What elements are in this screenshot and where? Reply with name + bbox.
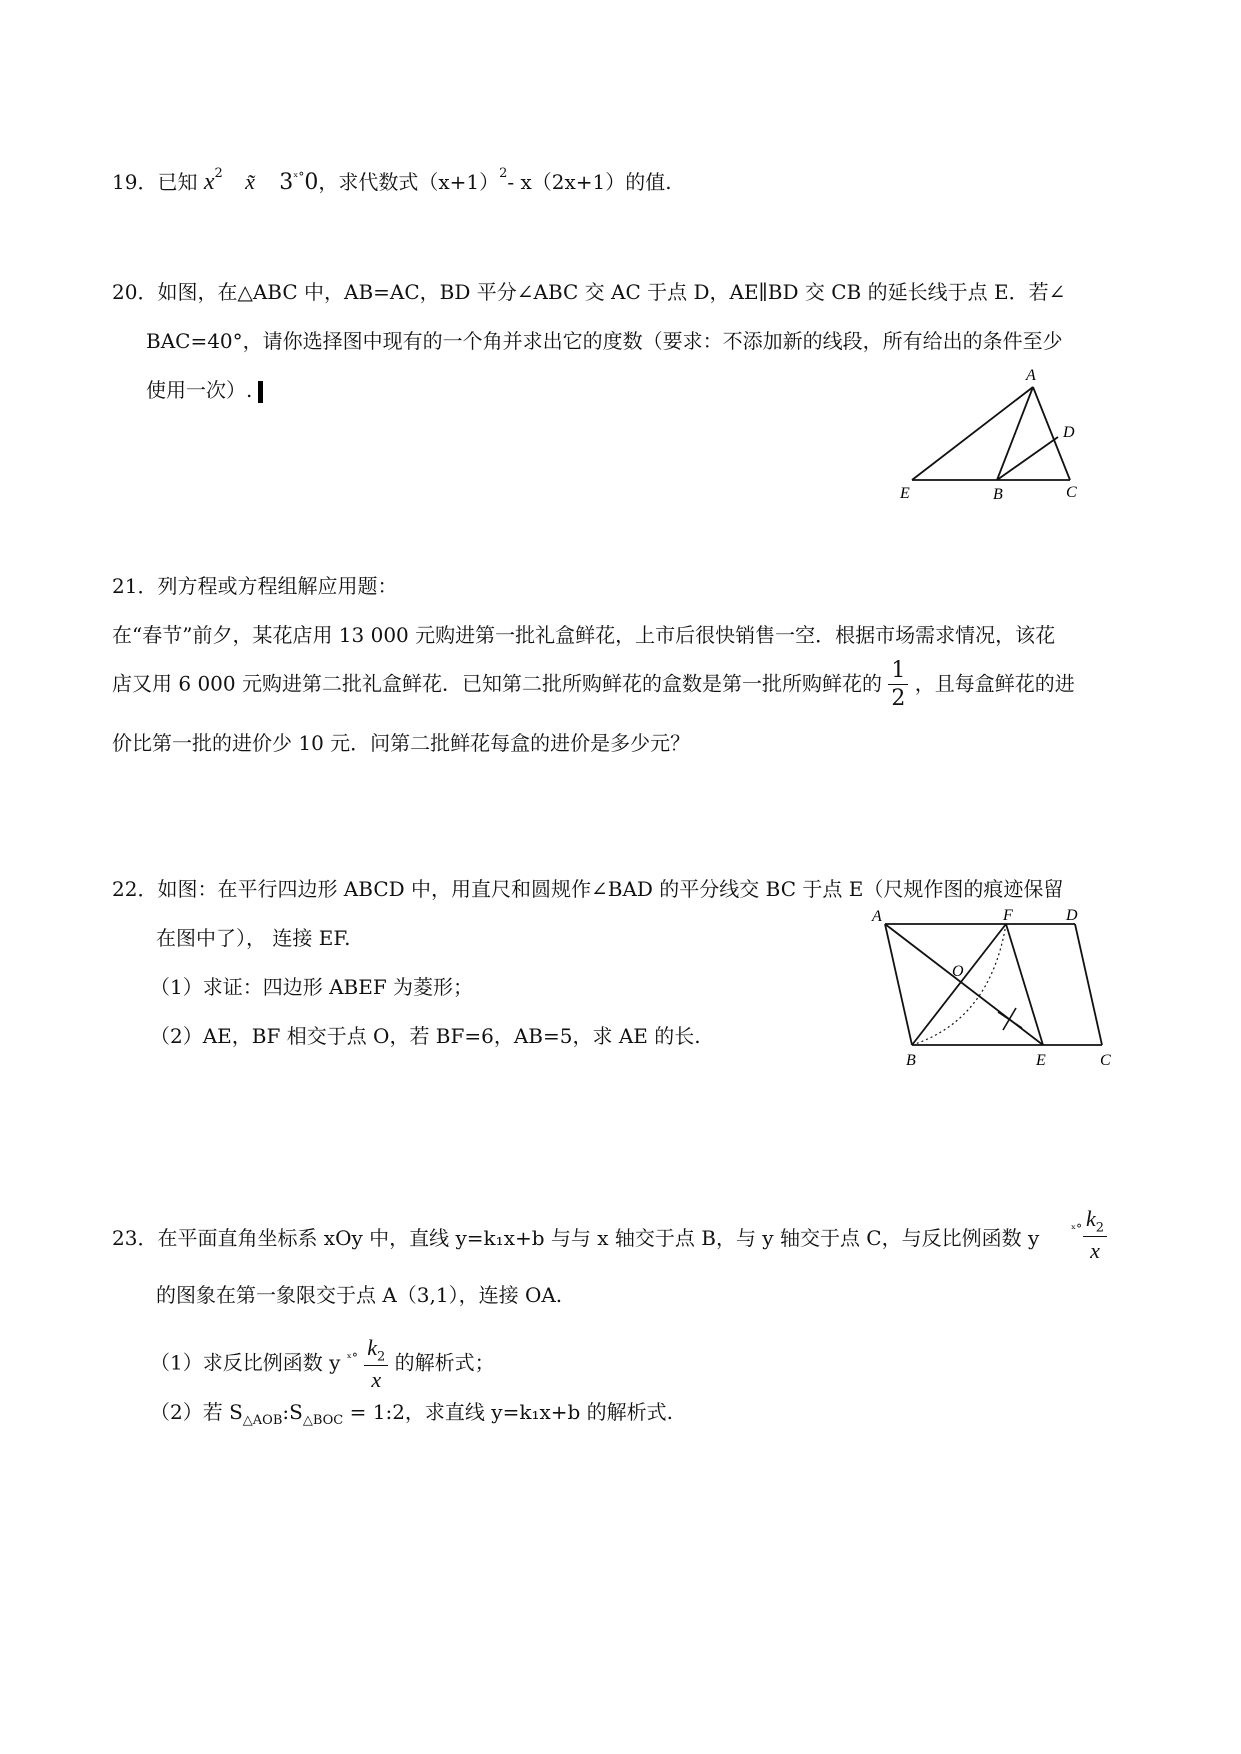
question-21-line3: 价比第一批的进价少 10 元．问第二批鲜花每盒的进价是多少元？ xyxy=(112,731,691,755)
q23-number: 23． xyxy=(112,1226,158,1250)
line-AC xyxy=(1033,387,1070,480)
q21-title-text: 列方程或方程组解应用题： xyxy=(157,574,398,598)
label-B: B xyxy=(993,486,1003,503)
q21-text-2-pre: 店又用 6 000 元购进第二批礼盒鲜花．已知第二批所购鲜花的盒数是第一批所购鲜花的 xyxy=(112,671,882,696)
fraction-one-half xyxy=(888,660,908,710)
q23-part1-pre: （1）求反比例函数 y xyxy=(150,1350,341,1375)
question-23-part1 xyxy=(150,1337,495,1391)
label-A: A xyxy=(872,908,882,925)
fraction-k2-over-x-2 xyxy=(364,1337,388,1391)
label-D: D xyxy=(1066,907,1078,924)
q20-number: 20． xyxy=(112,280,158,304)
q19-var-x-tilde: x̃ xyxy=(245,169,255,194)
q20-text-1: 如图，在△ABC 中，AB=AC，BD 平分∠ABC 交 AC 于点 D，AE∥BD 交 CB 的延长线于点 E．若∠ xyxy=(157,280,1066,304)
q19-post2: - x（2x+1）的值. xyxy=(507,170,672,194)
question-20-line1 xyxy=(112,276,1065,305)
q23-symbol-1: ˣ° xyxy=(1071,1222,1083,1236)
q19-exponent: 2 xyxy=(214,166,223,182)
question-23-line2: 的图象在第一象限交于点 A（3,1），连接 OA. xyxy=(156,1283,563,1307)
q23-colon: :S xyxy=(282,1400,303,1424)
label-E: E xyxy=(900,485,910,502)
q20-text-3: 使用一次）. xyxy=(146,378,253,402)
q23-text-1: 在平面直角坐标系 xOy 中，直线 y=k₁x+b 与与 x 轴交于点 B，与 y 轴交于点 C，与反比例函数 y xyxy=(157,1226,1040,1250)
line-DC xyxy=(1075,924,1102,1045)
compass-arc xyxy=(912,924,1006,1045)
label-F: F xyxy=(1003,907,1013,924)
question-20-line2: BAC=40°，请你选择图中现有的一个角并求出它的度数（要求：不添加新的线段，所有给出的条件至少 xyxy=(146,329,1063,353)
line-BF xyxy=(912,924,1006,1045)
question-23-part2 xyxy=(150,1396,673,1428)
q23-symbol-2: ˣ° xyxy=(346,1350,358,1365)
label-E: E xyxy=(1036,1052,1046,1069)
q19-post: ，求代数式（x+1） xyxy=(318,170,500,194)
q19-post-exponent: 2 xyxy=(499,166,508,182)
label-D: D xyxy=(1063,424,1075,441)
label-C: C xyxy=(1100,1052,1111,1069)
compass-cross-mark xyxy=(998,1008,1022,1030)
q23-s1-sub: △AOB xyxy=(242,1413,283,1428)
question-22-line1 xyxy=(112,873,1063,902)
q21-text-2-post: ，且每盒鲜花的进 xyxy=(914,671,1075,696)
q22-number: 22． xyxy=(112,877,158,901)
line-EA xyxy=(912,387,1033,480)
question-22-part2: （2）AE，BF 相交于点 O，若 BF=6，AB=5，求 AE 的长. xyxy=(150,1024,701,1048)
line-AB xyxy=(997,387,1033,480)
q21-number: 21． xyxy=(112,574,158,598)
question-22-part1: （1）求证：四边形 ABEF 为菱形； xyxy=(150,975,474,999)
question-22-line2: 在图中了）， 连接 EF. xyxy=(156,926,351,950)
question-21-title xyxy=(112,570,397,599)
q23-s2-sub: △BOC xyxy=(302,1413,344,1428)
fraction-k2-over-x-1 xyxy=(1083,1208,1107,1262)
label-C: C xyxy=(1066,484,1077,501)
q23-part1-post: 的解析式； xyxy=(394,1350,495,1375)
line-BD xyxy=(997,437,1058,480)
q19-var-x: x xyxy=(203,169,215,195)
q22-text-1: 如图：在平行四边形 ABCD 中，用直尺和圆规作∠BAD 的平分线交 BC 于点 E（尺规作图的痕迹保留 xyxy=(157,877,1064,901)
fraction-numerator: $k_2$ xyxy=(364,1337,388,1366)
question-21-line2 xyxy=(112,660,1075,710)
line-AB xyxy=(885,924,912,1045)
line-AE xyxy=(885,924,1043,1045)
q19-zero: 0 xyxy=(304,170,319,195)
question-21-line1: 在“春节”前夕，某花店用 13 000 元购进第一批礼盒鲜花，上市后很快销售一空．根据市场需求情况，该花 xyxy=(112,623,1056,647)
fraction-denominator: 2 xyxy=(891,686,906,711)
fraction-denominator: x xyxy=(371,1367,382,1393)
q19-prefix: 已知 xyxy=(157,170,198,194)
q19-number: 19． xyxy=(112,170,158,194)
label-B: B xyxy=(906,1052,916,1069)
fraction-denominator: x xyxy=(1090,1238,1100,1264)
fraction-numerator: 1 xyxy=(888,660,908,685)
question-20-line3 xyxy=(146,374,263,403)
question-23-line1 xyxy=(112,1222,1039,1251)
fraction-numerator: $k_2$ xyxy=(1083,1208,1107,1237)
q23-part2-pre: （2）若 S xyxy=(150,1400,243,1424)
label-O: O xyxy=(952,963,964,980)
q19-symbol: ˣ° xyxy=(293,170,305,184)
line-FE xyxy=(1006,924,1043,1045)
question-19 xyxy=(112,166,672,196)
label-A: A xyxy=(1026,367,1036,384)
q23-part2-post: = 1:2，求直线 y=k₁x+b 的解析式. xyxy=(343,1400,674,1424)
text-cursor xyxy=(258,381,263,403)
q19-three: 3 xyxy=(279,170,294,195)
